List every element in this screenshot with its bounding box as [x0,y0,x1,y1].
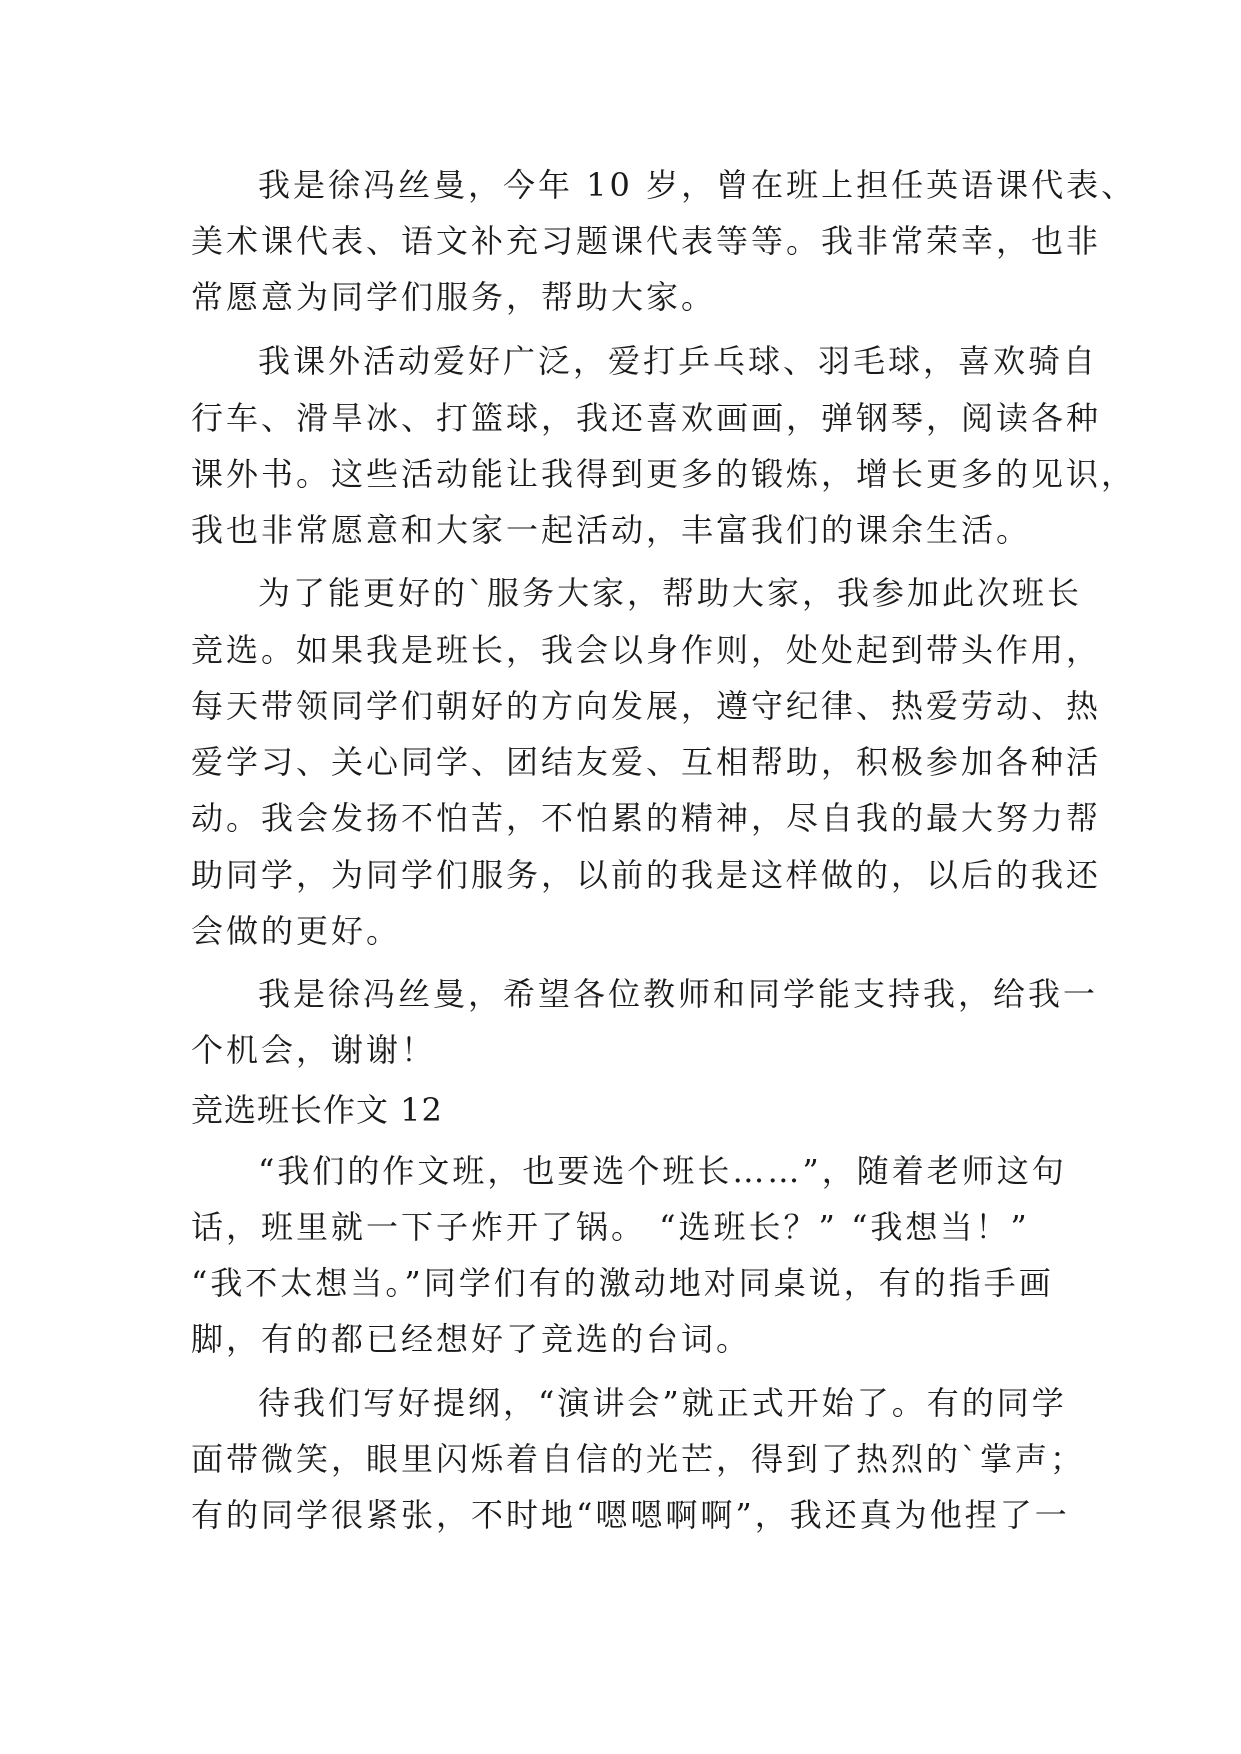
paragraph-line: 会做的更好。 [191,912,402,950]
paragraph-line: 我也非常愿意和大家一起活动，丰富我们的课余生活。 [191,511,1032,549]
paragraph-line: “我不太想当。”同学们有的激动地对同桌说，有的指手画 [191,1264,1054,1302]
paragraph-line: “我们的作文班，也要选个班长……”，随着老师这句 [258,1152,1067,1190]
paragraph-line: 竞选。如果我是班长，我会以身作则，处处起到带头作用， [191,631,1102,669]
paragraph-line: 面带微笑，眼里闪烁着自信的光芒，得到了热烈的`掌声； [191,1440,1086,1478]
section-heading: 竞选班长作文 12 [191,1091,443,1129]
paragraph-line: 爱学习、关心同学、团结友爱、互相帮助，积极参加各种活 [191,743,1102,781]
paragraph-line: 行车、滑旱冰、打篮球，我还喜欢画画，弹钢琴，阅读各种 [191,399,1102,437]
paragraph-line: 我课外活动爱好广泛，爱打乒乓球、羽毛球，喜欢骑自 [258,342,1099,380]
paragraph-line: 有的同学很紧张，不时地“嗯嗯啊啊”，我还真为他捏了一 [191,1496,1070,1534]
paragraph-line: 常愿意为同学们服务，帮助大家。 [191,278,717,316]
paragraph-line: 助同学，为同学们服务，以前的我是这样做的，以后的我还 [191,856,1102,894]
paragraph-line: 每天带领同学们朝好的方向发展，遵守纪律、热爱劳动、热 [191,687,1102,725]
paragraph-line: 脚，有的都已经想好了竞选的台词。 [191,1320,752,1358]
paragraph-line: 美术课代表、语文补充习题课代表等等。我非常荣幸，也非 [191,222,1102,260]
paragraph-line: 课外书。这些活动能让我得到更多的锻炼，增长更多的见识， [191,455,1137,493]
paragraph-line: 为了能更好的`服务大家，帮助大家，我参加此次班长 [258,574,1083,612]
paragraph-line: 动。我会发扬不怕苦，不怕累的精神，尽自我的最大努力帮 [191,799,1102,837]
paragraph-line: 我是徐冯丝曼，今年 10 岁，曾在班上担任英语课代表、 [258,166,1137,204]
paragraph-line: 个机会，谢谢！ [191,1031,437,1069]
paragraph-line: 待我们写好提纲，“演讲会”就正式开始了。有的同学 [258,1384,1067,1422]
paragraph-line: 我是徐冯丝曼，希望各位教师和同学能支持我，给我一 [258,975,1099,1013]
paragraph-line: 话，班里就一下子炸开了锅。 “选班长？” “我想当！” [191,1208,1030,1246]
